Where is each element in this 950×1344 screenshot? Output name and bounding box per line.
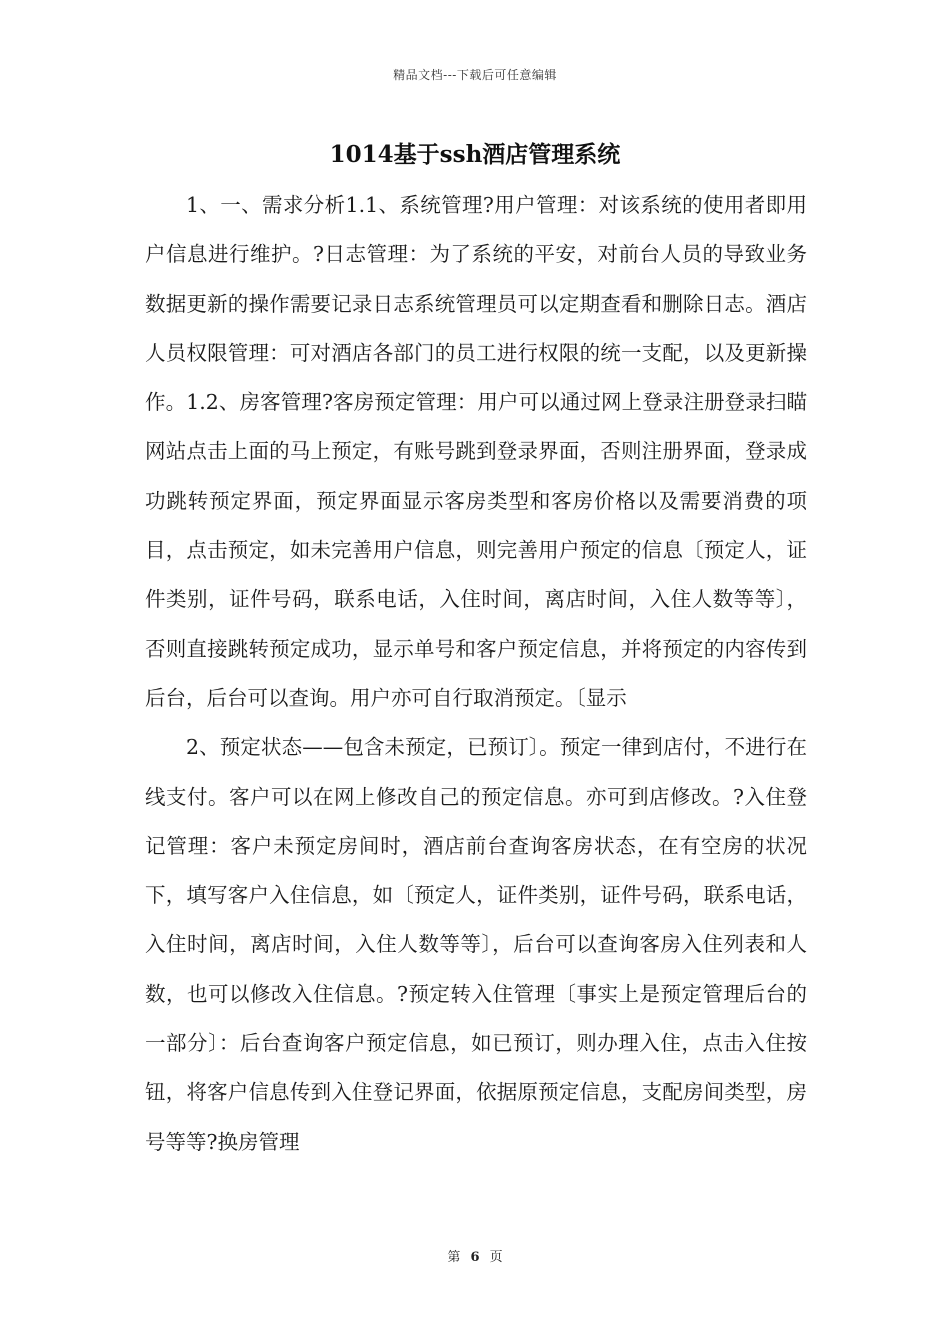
page-number: 6 bbox=[470, 1250, 480, 1265]
header-note: 精品文档---下载后可任意编辑 bbox=[393, 68, 557, 82]
page-label-suffix: 页 bbox=[489, 1250, 503, 1265]
page-footer bbox=[0, 1246, 950, 1265]
paragraph-2: 2、预定状态——包含未预定，已预订〕。预定一律到店付，不进行在线支付。客户可以在网上修改自己的预定信息。亦可到店修改。?入住登记管理：客户未预定房间时，酒店前台查询客房状态，在有空房的状况下，填写客户入住信息，如〔预定人，证件类别，证件号码，联系电话，入住时间，离店时间，入住人数等等〕，后台可以查询客房入住列表和人数，也可以修改入住信息。?预定转入住管理〔事实上是预定管理后台的一部分〕：后台查询客户预定信息，如已预订，则办理入住，点击入住按钮，将客户信息传到入住登记界面，依据原预定信息，支配房间类型，房号等等?换房管理 bbox=[145, 735, 807, 1154]
page-label-prefix: 第 bbox=[447, 1250, 461, 1265]
document-body bbox=[145, 181, 807, 1167]
document-title: 1014基于ssh酒店管理系统 bbox=[329, 141, 621, 168]
paragraph-1: 1、一、需求分析1.1、系统管理?用户管理：对该系统的使用者即用户信息进行维护。?日志管理：为了系统的平安，对前台人员的导致业务数据更新的操作需要记录日志系统管理员可以定期查看和删除日志。酒店人员权限管理：可对酒店各部门的员工进行权限的统一支配，以及更新操作。1.2、房客管理?客房预定管理：用户可以通过网上登录注册登录扫瞄网站点击上面的马上预定，有账号跳到登录界面，否则注册界面，登录成功跳转预定界面，预定界面显示客房类型和客房价格以及需要消费的项目，点击预定，如未完善用户信息，则完善用户预定的信息〔预定人，证件类别，证件号码，联系电话，入住时间，离店时间，入住人数等等〕，否则直接跳转预定成功，显示单号和客户预定信息，并将预定的内容传到后台，后台可以查询。用户亦可自行取消预定。〔显示 bbox=[145, 193, 807, 710]
